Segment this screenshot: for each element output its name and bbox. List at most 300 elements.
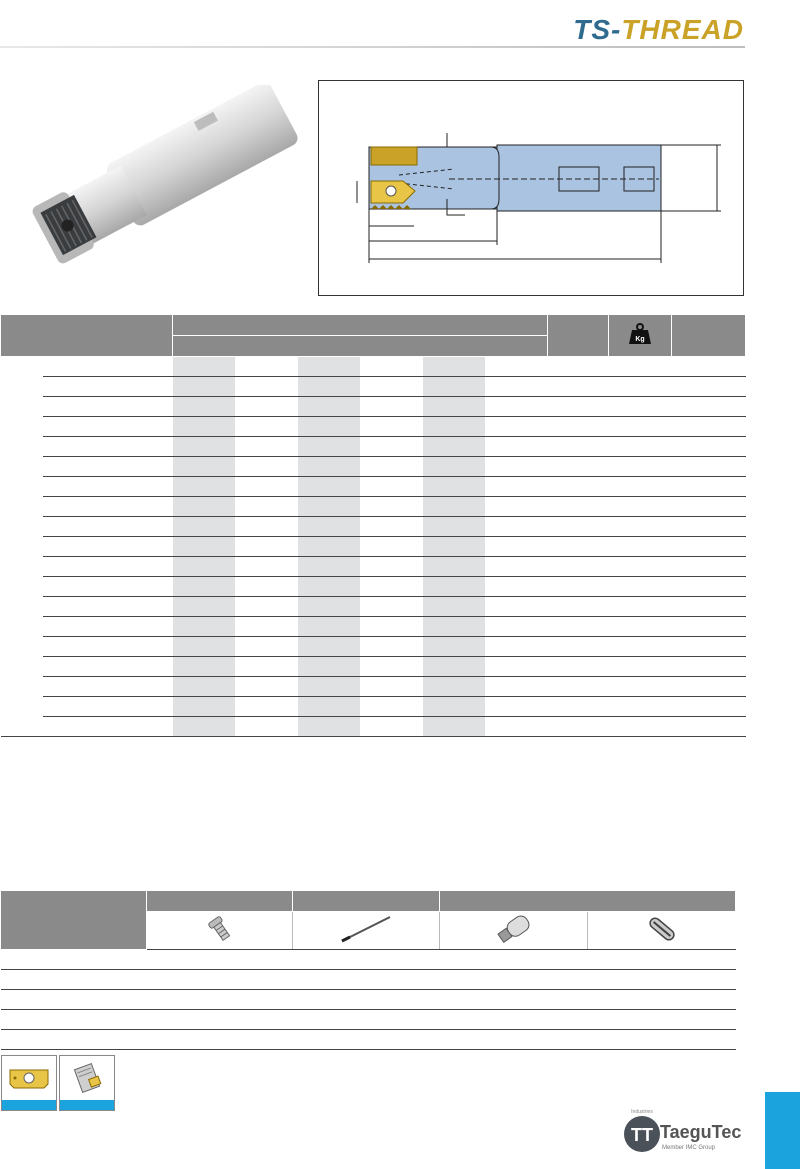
table-cell xyxy=(360,637,423,657)
spec-table-body xyxy=(1,357,746,737)
table-row xyxy=(1,970,736,990)
table-cell xyxy=(609,437,672,457)
table-cell xyxy=(485,477,548,497)
table-cell xyxy=(485,437,548,457)
table-cell xyxy=(485,397,548,417)
table-cell xyxy=(609,577,672,597)
table-row xyxy=(1,397,746,417)
table-cell xyxy=(609,697,672,717)
spec-header-col-9 xyxy=(548,315,609,357)
table-cell xyxy=(609,637,672,657)
section-tab xyxy=(765,1092,800,1169)
brand-logo xyxy=(573,14,744,46)
table-cell xyxy=(173,577,235,597)
table-cell xyxy=(147,1030,293,1050)
insert-type-badge xyxy=(1,1055,57,1111)
spare-parts-table xyxy=(0,890,736,1050)
table-cell xyxy=(235,357,298,377)
table-cell xyxy=(672,597,746,617)
table-cell xyxy=(43,637,173,657)
table-cell xyxy=(485,357,548,377)
table-cell xyxy=(1,537,43,557)
table-cell xyxy=(485,657,548,677)
table-cell xyxy=(423,617,485,637)
material-badge xyxy=(59,1055,115,1111)
table-cell xyxy=(588,1010,736,1030)
workpiece-icon xyxy=(60,1056,114,1100)
table-cell xyxy=(235,617,298,637)
table-cell xyxy=(548,677,609,697)
parts-table-body xyxy=(1,950,736,1050)
header-rule xyxy=(0,46,745,48)
table-cell xyxy=(609,357,672,377)
table-cell xyxy=(548,537,609,557)
table-row xyxy=(1,517,746,537)
weight-icon-label: Kg xyxy=(635,336,645,343)
table-cell xyxy=(423,457,485,477)
parts-header-screw xyxy=(147,891,293,912)
table-cell xyxy=(298,597,360,617)
table-cell xyxy=(548,457,609,477)
table-cell xyxy=(360,357,423,377)
table-cell xyxy=(298,537,360,557)
table-cell xyxy=(609,397,672,417)
svg-text:TT: TT xyxy=(631,1125,653,1145)
brand-prefix: TS- xyxy=(573,14,622,45)
table-cell xyxy=(672,677,746,697)
table-cell xyxy=(1,990,147,1010)
table-cell xyxy=(1,417,43,437)
table-row xyxy=(1,437,746,457)
spec-table xyxy=(0,314,746,737)
table-cell xyxy=(173,457,235,477)
table-cell xyxy=(423,717,485,737)
table-cell xyxy=(609,677,672,697)
table-cell xyxy=(360,617,423,637)
table-cell xyxy=(548,377,609,397)
table-cell xyxy=(360,497,423,517)
table-cell xyxy=(235,457,298,477)
table-cell xyxy=(588,970,736,990)
table-cell xyxy=(235,497,298,517)
table-cell xyxy=(235,437,298,457)
table-cell xyxy=(423,377,485,397)
table-cell xyxy=(1,637,43,657)
table-cell xyxy=(43,597,173,617)
table-cell xyxy=(609,537,672,557)
table-row xyxy=(1,417,746,437)
table-cell xyxy=(485,577,548,597)
table-cell xyxy=(672,477,746,497)
table-cell xyxy=(360,437,423,457)
table-cell xyxy=(672,417,746,437)
table-cell xyxy=(173,677,235,697)
table-cell xyxy=(485,597,548,617)
parts-header-wrench xyxy=(440,891,736,912)
table-cell xyxy=(293,950,440,970)
table-cell xyxy=(423,477,485,497)
table-cell xyxy=(360,377,423,397)
table-cell xyxy=(43,437,173,457)
table-cell xyxy=(235,517,298,537)
table-cell xyxy=(298,637,360,657)
table-cell xyxy=(548,437,609,457)
table-cell xyxy=(672,657,746,677)
table-cell xyxy=(672,637,746,657)
table-cell xyxy=(360,457,423,477)
table-row xyxy=(1,377,746,397)
table-cell xyxy=(298,457,360,477)
table-cell xyxy=(588,950,736,970)
table-cell xyxy=(1,437,43,457)
table-cell xyxy=(1,657,43,677)
table-cell xyxy=(298,477,360,497)
table-cell xyxy=(173,637,235,657)
table-cell xyxy=(423,597,485,617)
company-tagline: Member IMC Group xyxy=(662,1145,716,1151)
table-row xyxy=(1,990,736,1010)
technical-drawing xyxy=(318,80,744,296)
table-cell xyxy=(173,417,235,437)
table-cell xyxy=(672,557,746,577)
table-cell xyxy=(1,397,43,417)
table-cell xyxy=(235,557,298,577)
table-cell xyxy=(485,517,548,537)
table-cell xyxy=(298,497,360,517)
table-cell xyxy=(440,1030,588,1050)
table-cell xyxy=(298,697,360,717)
table-cell xyxy=(235,417,298,437)
table-cell xyxy=(672,497,746,517)
table-cell xyxy=(609,597,672,617)
table-cell xyxy=(548,517,609,537)
table-row xyxy=(1,477,746,497)
table-cell xyxy=(360,417,423,437)
table-cell xyxy=(485,557,548,577)
table-cell xyxy=(672,697,746,717)
table-cell xyxy=(485,497,548,517)
table-cell xyxy=(147,1010,293,1030)
table-cell xyxy=(173,617,235,637)
table-cell xyxy=(43,717,173,737)
table-cell xyxy=(548,497,609,517)
table-cell xyxy=(235,577,298,597)
table-cell xyxy=(235,397,298,417)
table-cell xyxy=(672,357,746,377)
table-cell xyxy=(360,697,423,717)
table-cell xyxy=(485,637,548,657)
table-cell xyxy=(293,990,440,1010)
table-cell xyxy=(1,677,43,697)
table-cell xyxy=(672,517,746,537)
table-cell xyxy=(360,477,423,497)
table-cell xyxy=(588,990,736,1010)
table-cell xyxy=(360,537,423,557)
weight-icon xyxy=(628,323,652,345)
table-cell xyxy=(485,377,548,397)
table-cell xyxy=(440,950,588,970)
company-name: TaeguTec xyxy=(660,1122,742,1142)
table-row xyxy=(1,717,746,737)
table-cell xyxy=(293,970,440,990)
table-row xyxy=(1,697,746,717)
table-cell xyxy=(298,357,360,377)
table-cell xyxy=(672,617,746,637)
parts-header-designation xyxy=(1,891,147,950)
parts-icon-cell-wrench xyxy=(588,912,736,950)
table-cell xyxy=(1,497,43,517)
table-cell xyxy=(423,637,485,657)
table-cell xyxy=(485,617,548,637)
table-cell xyxy=(147,970,293,990)
table-cell xyxy=(173,697,235,717)
parts-header-key xyxy=(293,891,440,912)
wrench-icon xyxy=(642,912,682,946)
table-cell xyxy=(360,557,423,577)
table-cell xyxy=(43,517,173,537)
table-cell xyxy=(609,457,672,477)
table-row xyxy=(1,597,746,617)
table-cell xyxy=(173,377,235,397)
table-row xyxy=(1,657,746,677)
table-cell xyxy=(548,577,609,597)
table-cell xyxy=(293,1030,440,1050)
table-row xyxy=(1,1030,736,1050)
table-cell xyxy=(43,697,173,717)
parts-icon-cell-key xyxy=(293,912,440,950)
spec-header-row-1 xyxy=(1,315,746,336)
table-cell xyxy=(43,577,173,597)
table-cell xyxy=(548,417,609,437)
table-row xyxy=(1,497,746,517)
table-cell xyxy=(485,457,548,477)
table-cell xyxy=(588,1030,736,1050)
table-cell xyxy=(548,397,609,417)
table-row xyxy=(1,537,746,557)
key-icon xyxy=(336,913,396,945)
table-cell xyxy=(298,617,360,637)
table-cell xyxy=(43,537,173,557)
table-cell xyxy=(43,477,173,497)
table-cell xyxy=(173,477,235,497)
table-cell xyxy=(173,437,235,457)
spec-header-dimensions xyxy=(173,315,548,336)
table-cell xyxy=(173,597,235,617)
table-cell xyxy=(360,657,423,677)
table-cell xyxy=(43,657,173,677)
spec-header-weight xyxy=(609,315,672,357)
table-cell xyxy=(1,1030,147,1050)
parts-header-row xyxy=(1,891,736,912)
screw-icon xyxy=(205,914,235,944)
table-cell xyxy=(548,637,609,657)
table-cell xyxy=(1,617,43,637)
table-cell xyxy=(1,477,43,497)
table-cell xyxy=(43,457,173,477)
table-cell xyxy=(672,717,746,737)
table-cell xyxy=(548,617,609,637)
table-cell xyxy=(423,357,485,377)
table-cell xyxy=(423,497,485,517)
table-cell xyxy=(173,517,235,537)
table-row xyxy=(1,637,746,657)
table-cell xyxy=(235,597,298,617)
table-cell xyxy=(298,517,360,537)
table-cell xyxy=(672,457,746,477)
table-cell xyxy=(1,970,147,990)
table-cell xyxy=(43,397,173,417)
table-cell xyxy=(43,377,173,397)
table-cell xyxy=(173,657,235,677)
table-cell xyxy=(43,357,173,377)
table-cell xyxy=(609,477,672,497)
table-cell xyxy=(298,557,360,577)
table-cell xyxy=(548,657,609,677)
table-cell xyxy=(548,477,609,497)
table-row xyxy=(1,577,746,597)
table-cell xyxy=(173,537,235,557)
table-cell xyxy=(173,357,235,377)
table-cell xyxy=(485,697,548,717)
table-cell xyxy=(485,537,548,557)
table-cell xyxy=(423,697,485,717)
table-cell xyxy=(423,537,485,557)
product-photo xyxy=(30,85,300,285)
spec-header-designation xyxy=(1,315,173,357)
table-cell xyxy=(43,617,173,637)
table-cell xyxy=(423,557,485,577)
table-cell xyxy=(423,417,485,437)
table-cell xyxy=(173,497,235,517)
table-cell xyxy=(423,577,485,597)
table-cell xyxy=(440,990,588,1010)
table-cell xyxy=(609,417,672,437)
table-cell xyxy=(43,497,173,517)
table-cell xyxy=(423,517,485,537)
table-cell xyxy=(43,677,173,697)
table-cell xyxy=(360,717,423,737)
spec-header-subdimensions xyxy=(173,336,548,357)
table-cell xyxy=(1,1010,147,1030)
table-cell xyxy=(548,357,609,377)
table-cell xyxy=(235,717,298,737)
table-row xyxy=(1,950,736,970)
table-cell xyxy=(609,517,672,537)
table-cell xyxy=(43,417,173,437)
table-cell xyxy=(298,577,360,597)
parts-icon-cell-screw xyxy=(147,912,293,950)
table-cell xyxy=(1,517,43,537)
screwdriver-handle-icon xyxy=(494,913,534,945)
table-cell xyxy=(1,717,43,737)
table-cell xyxy=(1,377,43,397)
insert-badge-bar xyxy=(2,1100,56,1110)
table-cell xyxy=(147,950,293,970)
table-cell xyxy=(1,457,43,477)
table-cell xyxy=(672,397,746,417)
table-cell xyxy=(609,557,672,577)
table-cell xyxy=(548,697,609,717)
table-cell xyxy=(609,717,672,737)
table-cell xyxy=(1,557,43,577)
table-cell xyxy=(360,397,423,417)
table-cell xyxy=(293,1010,440,1030)
table-row xyxy=(1,357,746,377)
table-cell xyxy=(485,417,548,437)
table-row xyxy=(1,677,746,697)
insert-icon xyxy=(2,1056,56,1100)
table-cell xyxy=(173,397,235,417)
table-cell xyxy=(672,437,746,457)
table-cell xyxy=(235,377,298,397)
table-cell xyxy=(298,397,360,417)
table-cell xyxy=(1,357,43,377)
parts-icon-cell-handle xyxy=(440,912,588,950)
table-cell xyxy=(298,657,360,677)
table-cell xyxy=(298,677,360,697)
table-cell xyxy=(423,677,485,697)
spec-header-col-11 xyxy=(672,315,746,357)
table-cell xyxy=(298,417,360,437)
table-cell xyxy=(485,677,548,697)
table-cell xyxy=(1,697,43,717)
table-cell xyxy=(609,657,672,677)
table-cell xyxy=(548,557,609,577)
table-cell xyxy=(147,990,293,1010)
table-cell xyxy=(1,597,43,617)
material-badge-bar xyxy=(60,1100,114,1110)
table-cell xyxy=(548,717,609,737)
table-cell xyxy=(423,397,485,417)
logo-arc-text: Industries xyxy=(631,1109,653,1115)
table-cell xyxy=(672,537,746,557)
table-cell xyxy=(360,597,423,617)
table-cell xyxy=(440,1010,588,1030)
table-cell xyxy=(1,577,43,597)
table-cell xyxy=(423,437,485,457)
table-cell xyxy=(609,377,672,397)
table-cell xyxy=(360,677,423,697)
table-cell xyxy=(423,657,485,677)
table-cell xyxy=(173,557,235,577)
table-cell xyxy=(672,577,746,597)
table-cell xyxy=(360,517,423,537)
table-cell xyxy=(1,950,147,970)
table-cell xyxy=(235,677,298,697)
table-row xyxy=(1,1010,736,1030)
table-cell xyxy=(235,477,298,497)
table-cell xyxy=(298,377,360,397)
table-cell xyxy=(485,717,548,737)
table-cell xyxy=(173,717,235,737)
table-cell xyxy=(43,557,173,577)
brand-suffix: THREAD xyxy=(621,14,744,45)
table-cell xyxy=(609,617,672,637)
table-cell xyxy=(235,537,298,557)
table-cell xyxy=(298,717,360,737)
table-cell xyxy=(360,577,423,597)
table-cell xyxy=(548,597,609,617)
table-row xyxy=(1,557,746,577)
table-cell xyxy=(298,437,360,457)
table-cell xyxy=(440,970,588,990)
table-cell xyxy=(609,497,672,517)
table-cell xyxy=(235,657,298,677)
table-cell xyxy=(235,697,298,717)
table-row xyxy=(1,457,746,477)
table-cell xyxy=(672,377,746,397)
table-cell xyxy=(235,637,298,657)
